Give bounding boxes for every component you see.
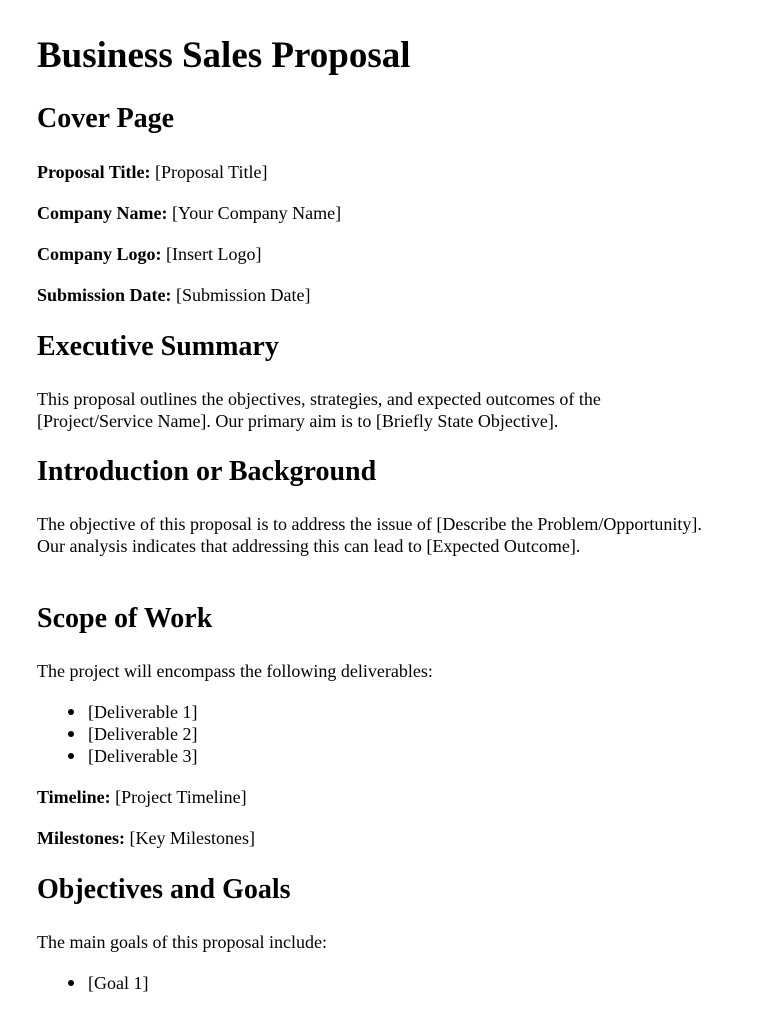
field-value: [Your Company Name]: [172, 203, 342, 223]
field-label: Company Logo:: [37, 244, 162, 264]
document-title: Business Sales Proposal: [37, 35, 411, 76]
company-name-field: [37, 202, 717, 224]
field-value: [Key Milestones]: [129, 828, 255, 848]
objectives-intro-text: The main goals of this proposal include:: [37, 932, 327, 952]
company-logo-field: [37, 243, 717, 265]
deliverables-list: [37, 701, 197, 767]
scope-intro-text: The project will encompass the following deliverables:: [37, 661, 433, 681]
goals-list: [37, 972, 148, 994]
field-value: [Submission Date]: [176, 285, 311, 305]
field-label: Timeline:: [37, 787, 111, 807]
scope-of-work-heading: Scope of Work: [37, 603, 213, 634]
proposal-title-field: [37, 161, 717, 183]
list-item: [Goal 1]: [88, 973, 149, 993]
executive-summary-text: This proposal outlines the objectives, strategies, and expected outcomes of the [Project/Service Name]. Our primary aim is to [Briefly State Objective].: [37, 389, 601, 431]
introduction-text: The objective of this proposal is to address the issue of [Describe the Problem/Opportunity]. Our analysis indicates that addressing this can lead to [Expected Outcome].: [37, 514, 702, 556]
objectives-heading: Objectives and Goals: [37, 874, 291, 905]
timeline-field: [37, 786, 717, 808]
field-value: [Proposal Title]: [155, 162, 268, 182]
field-label: Company Name:: [37, 203, 168, 223]
field-value: [Project Timeline]: [115, 787, 247, 807]
milestones-field: [37, 827, 717, 849]
list-item: [Deliverable 3]: [88, 746, 198, 766]
submission-date-field: [37, 284, 717, 306]
list-item: [Deliverable 2]: [88, 724, 198, 744]
field-label: Milestones:: [37, 828, 125, 848]
cover-page-heading: Cover Page: [37, 103, 175, 134]
list-item: [Deliverable 1]: [88, 702, 198, 722]
introduction-heading: Introduction or Background: [37, 456, 377, 487]
executive-summary-heading: Executive Summary: [37, 331, 279, 362]
field-value: [Insert Logo]: [166, 244, 262, 264]
field-label: Submission Date:: [37, 285, 172, 305]
field-label: Proposal Title:: [37, 162, 151, 182]
